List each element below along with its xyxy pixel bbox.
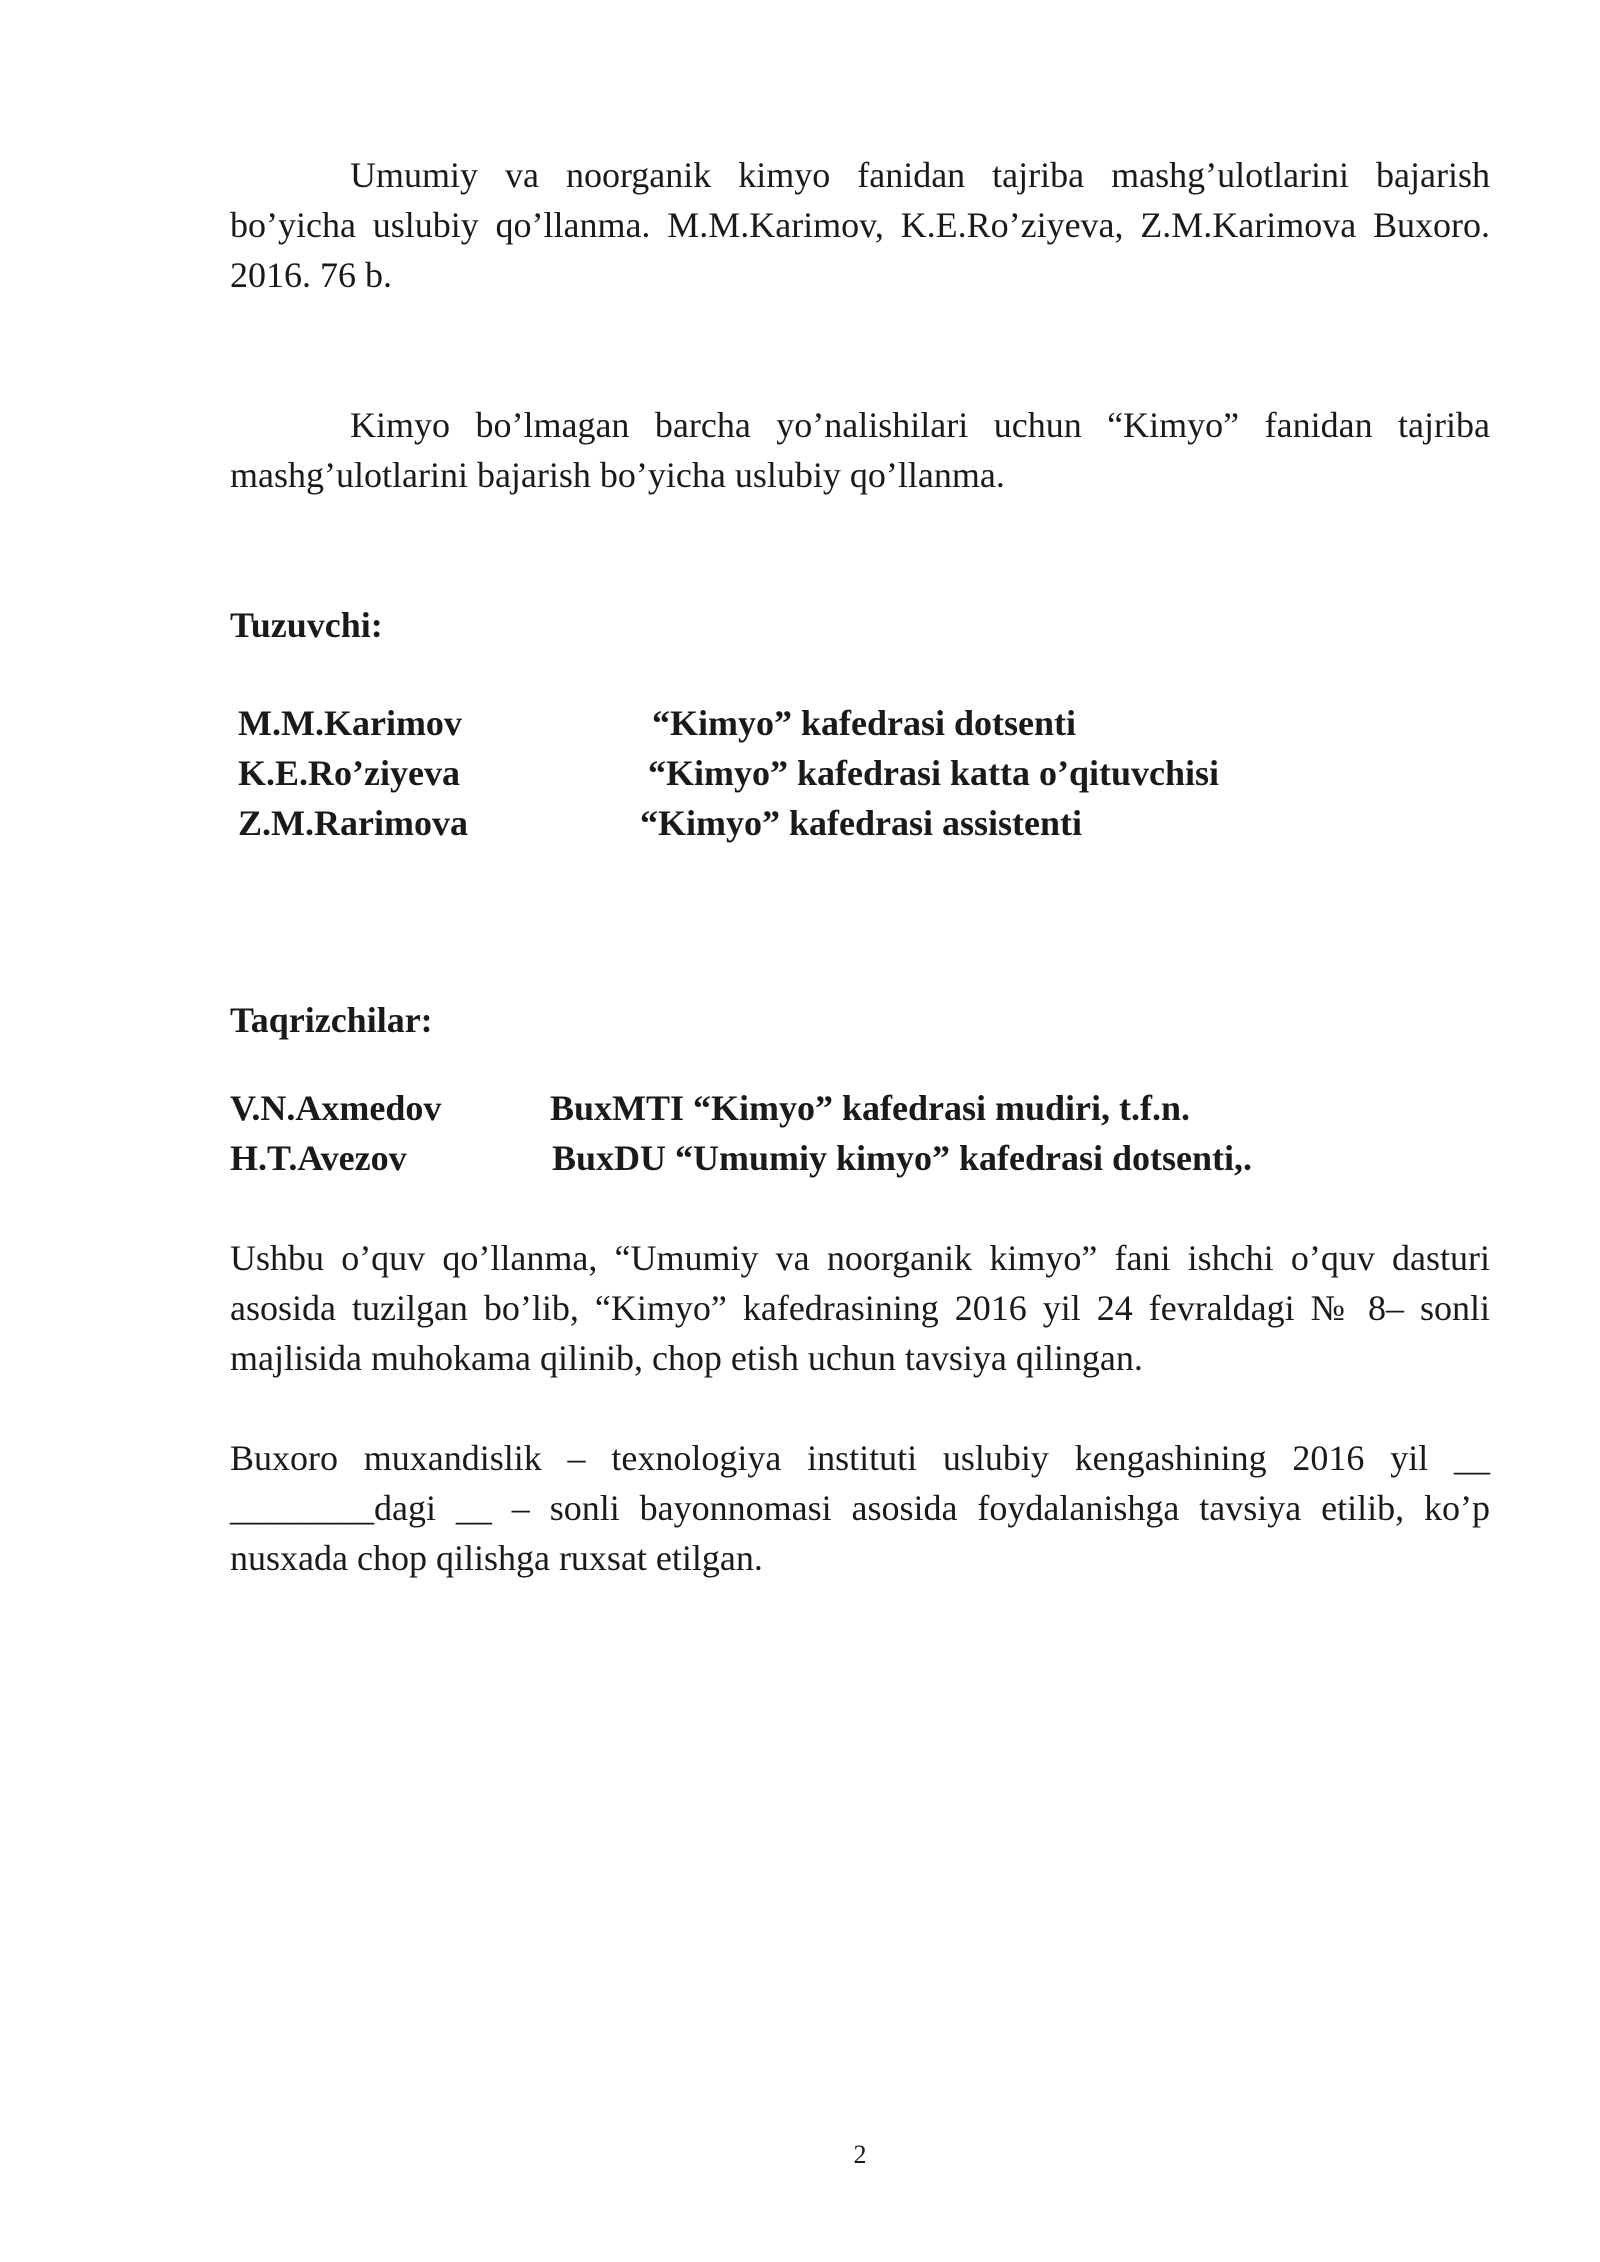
reviewers-heading: Taqrizchilar: xyxy=(230,1000,433,1040)
department-approval-paragraph: Ushbu o’quv qo’llanma, “Umumiy va noorganik kimyo” fani ishchi o’quv dasturi asosida tuzilgan bo’lib, “Kimyo” kafedrasining 2016 yil 24 fevraldagi № 8– sonli majlisida muhokama qilinib, chop etish uchun tavsiya qilingan. xyxy=(230,1238,1490,1378)
reviewer-role: BuxDU “Umumiy kimyo” kafedrasi dotsenti,. xyxy=(552,1138,1253,1178)
compiler-name: Z.M.Rarimova xyxy=(238,803,468,843)
reviewer-name: V.N.Axmedov xyxy=(230,1088,442,1128)
citation-paragraph: Umumiy va noorganik kimyo fanidan tajriba mashg’ulotlarini bajarish bo’yicha uslubiy qo’llanma. M.M.Karimov, K.E.Ro’ziyeva, Z.M.Karimova Buxoro. 2016. 76 b. xyxy=(230,155,1490,295)
page-number: 2 xyxy=(853,2140,867,2169)
compiler-role: “Kimyo” kafedrasi katta o’qituvchisi xyxy=(648,753,1220,793)
reviewer-role: BuxMTI “Kimyo” kafedrasi mudiri, t.f.n. xyxy=(550,1088,1191,1128)
compiler-role: “Kimyo” kafedrasi assistenti xyxy=(640,803,1083,843)
compilers-heading: Tuzuvchi: xyxy=(230,605,383,645)
purpose-paragraph: Kimyo bo’lmagan barcha yo’nalishilari uchun “Kimyo” fanidan tajriba mashg’ulotlarini bajarish bo’yicha uslubiy qo’llanma. xyxy=(230,405,1490,495)
council-approval-paragraph: Buxoro muxandislik – texnologiya instituti uslubiy kengashining 2016 yil __ ________dagi __ – sonli bayonnomasi asosida foydalanishga tavsiya etilib, ko’p nusxada chop qilishga ruxsat etilgan. xyxy=(230,1438,1490,1578)
reviewer-name: H.T.Avezov xyxy=(230,1138,407,1178)
compiler-role: “Kimyo” kafedrasi dotsenti xyxy=(652,703,1077,743)
compiler-name: M.M.Karimov xyxy=(238,703,462,743)
compiler-name: K.E.Ro’ziyeva xyxy=(238,753,460,793)
